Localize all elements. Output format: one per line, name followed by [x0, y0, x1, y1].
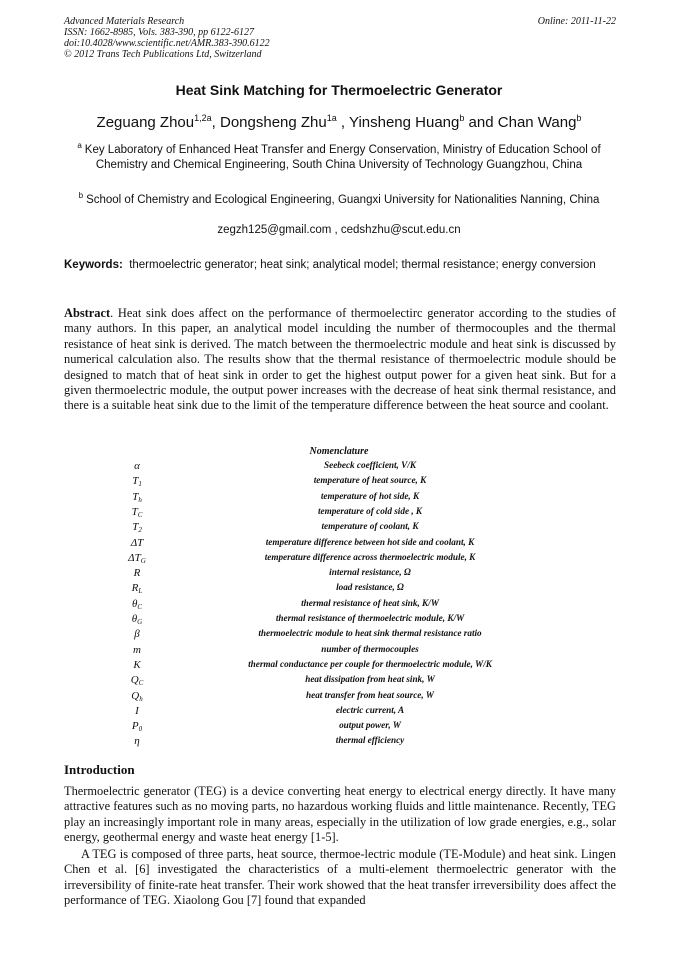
nomenclature-description: thermal resistance of heat sink, K/W [301, 597, 439, 608]
online-date: Online: 2011-11-22 [537, 16, 616, 27]
affiliation-a [70, 138, 608, 173]
symbol-text: T [132, 490, 139, 503]
nomenclature-description: temperature of coolant, K [321, 521, 419, 532]
author-and: and [464, 114, 498, 131]
symbol-text: Q [131, 689, 140, 702]
nomenclature-row [0, 491, 678, 505]
affiliation-text: Key Laboratory of Enhanced Heat Transfer and Energy Conservation, Ministry of Education School of Chemistry and Chemical Engineering, South China University of Technology Guangzhou, China [84, 144, 601, 171]
nomenclature-symbol [112, 705, 162, 718]
nomenclature-description: thermal resistance of thermoelectric module, K/W [275, 613, 465, 623]
symbol-text: I [135, 704, 139, 717]
journal-header [64, 16, 616, 60]
symbol-text: m [133, 643, 141, 656]
doi-line: doi:10.4028/www.scientific.net/AMR.383-390.6122 [64, 38, 270, 49]
author-name: Yinsheng Huang [349, 114, 460, 131]
author-sup: 1,2a [194, 113, 212, 123]
nomenclature-symbol [112, 644, 162, 657]
author-separator: , [336, 114, 349, 131]
intro-paragraph-1: Thermoelectric generator (TEG) is a device converting heat energy to electrical energy directly. It have many attractive features such as no moving parts, no hazardous working fluids and little maintenance. Recently, TEG play an increasingly important role in many areas, especially in the utilization of low grade energies, e.g., solar energy, geothermal energy and waste heat energy [1-5]. [64, 784, 616, 845]
nomenclature-description: temperature difference across thermoelectric module, K [264, 551, 476, 562]
nomenclature-description: temperature of heat source, K [313, 475, 427, 486]
symbol-subscript: h [138, 495, 142, 504]
author-sup: b [459, 113, 465, 123]
nomenclature-description: Seebeck coefficient, V/K [324, 460, 416, 470]
nomenclature-title: Nomenclature [309, 446, 369, 457]
nomenclature-row [0, 475, 678, 489]
abstract [64, 306, 616, 414]
nomenclature-row [0, 690, 678, 704]
affiliation-sup: a [77, 141, 82, 150]
nomenclature-symbol [112, 628, 162, 641]
keywords-label: Keywords: [64, 259, 123, 271]
nomenclature-row [0, 521, 678, 535]
symbol-text: Q [130, 674, 139, 687]
symbol-text: P [131, 720, 139, 733]
symbol-text: T [132, 475, 139, 488]
abstract-label: Abstract [64, 306, 111, 320]
nomenclature-description: thermal efficiency [335, 735, 405, 746]
nomenclature-description: thermal conductance per couple for thermoelectric module, W/K [248, 658, 492, 669]
author-sup: b [576, 113, 582, 123]
symbol-subscript: L [138, 587, 143, 596]
nomenclature-symbol [112, 598, 162, 611]
nomenclature-symbol [112, 659, 162, 672]
nomenclature-description: load resistance, Ω [336, 582, 404, 593]
nomenclature-description: temperature difference between hot side and coolant, K [265, 536, 475, 547]
nomenclature-row [0, 506, 678, 520]
copyright-line: © 2012 Trans Tech Publications Ltd, Switzerland [64, 49, 262, 60]
nomenclature-symbol [112, 613, 162, 626]
symbol-text: T [131, 505, 138, 518]
nomenclature-symbol [112, 582, 162, 595]
affiliation-text: School of Chemistry and Ecological Engineering, Guangxi University for Nationalities Nanning, China [86, 194, 600, 206]
nomenclature-symbol [112, 506, 162, 519]
nomenclature-symbol [112, 720, 162, 733]
symbol-text: ΔT [130, 536, 144, 549]
nomenclature-description: number of thermocouples [321, 643, 419, 654]
abstract-text: . Heat sink does affect on the performance of thermoelectirc generator according to the studies of many authors. In this paper, an analytical model inculding the number of thermocouples and the thermal resistance of heat sink is derived. The match between the thermoelectric module and heat sink is discussed by numerical calculation also. The results show that the thermal resistance of thermoelectric module should be designed to match that of heat sink in order to get the highest output power for a given heat sink. But for a given thermoelectric module, the output power increases with the decrease of heat sink thermal resistance, and there is a suitable heat sink due to the limit of the temperature difference between the heat source and coolant. [64, 306, 616, 413]
author-emails: zegzh125@gmail.com , cedshzhu@scut.edu.cn [217, 224, 461, 236]
nomenclature-row [0, 659, 678, 673]
nomenclature-symbol [112, 537, 162, 550]
nomenclature-symbol [112, 460, 162, 473]
nomenclature-symbol [112, 491, 162, 504]
author-name: Chan Wang [497, 114, 577, 131]
symbol-text: K [133, 658, 141, 671]
nomenclature-row [0, 552, 678, 566]
nomenclature-description: internal resistance, Ω [329, 567, 411, 578]
nomenclature-symbol [112, 552, 162, 565]
nomenclature-description: temperature of cold side , K [317, 505, 423, 516]
symbol-subscript: 1 [138, 480, 142, 489]
affiliation-sup: b [78, 191, 84, 200]
author-separator: , [211, 114, 220, 131]
symbol-text: R [133, 567, 141, 580]
nomenclature-symbol [112, 567, 162, 580]
nomenclature-row [0, 598, 678, 612]
symbol-text: η [134, 735, 140, 748]
symbol-text: R [131, 582, 139, 595]
symbol-subscript: G [140, 556, 146, 565]
section-heading-introduction: Introduction [64, 762, 135, 777]
nomenclature-row [0, 582, 678, 596]
nomenclature-symbol [112, 475, 162, 488]
nomenclature-symbol [112, 674, 162, 687]
nomenclature-description: thermoelectric module to heat sink thermal resistance ratio [258, 628, 482, 639]
symbol-text: ΔT [128, 551, 141, 564]
intro-paragraph-2: A TEG is composed of three parts, heat source, thermoe-lectric module (TE-Module) and heat sink. Lingen Chen et al. [6] investigated the characteristics of a multi-element thermoelectric generator with the irreversibility of finite-rate heat transfer. Their work showed that the heat transfer irreversibility does affect the performance of TEG. Xiaolong Gou [7] found that expanded [64, 847, 616, 908]
keywords-text: thermoelectric generator; heat sink; analytical model; thermal resistance; energy conversion [129, 259, 596, 271]
journal-name: Advanced Materials Research [64, 16, 185, 27]
nomenclature-description: output power, W [339, 720, 401, 731]
symbol-subscript: h [139, 694, 143, 703]
nomenclature-row [0, 613, 678, 627]
nomenclature-row [0, 537, 678, 551]
symbol-subscript: G [137, 618, 143, 626]
symbol-text: α [134, 460, 140, 472]
author-sup: 1a [326, 113, 337, 123]
nomenclature-row [0, 628, 678, 642]
nomenclature-description: heat transfer from heat source, W [306, 689, 434, 700]
nomenclature-row [0, 705, 678, 719]
nomenclature-symbol [112, 690, 162, 703]
affiliation-b [70, 188, 608, 208]
keywords [64, 258, 616, 273]
nomenclature-symbol [112, 521, 162, 534]
author-name: Zeguang Zhou [96, 114, 195, 131]
issn-line: ISSN: 1662-8985, Vols. 383-390, pp 6122-6127 [64, 27, 254, 38]
symbol-text: β [134, 628, 140, 641]
nomenclature-row [0, 644, 678, 658]
nomenclature-description: temperature of hot side, K [320, 490, 420, 501]
nomenclature-row [0, 674, 678, 688]
nomenclature-row [0, 567, 678, 581]
author-name: Dongsheng Zhu [220, 114, 327, 131]
symbol-text: θ [131, 597, 138, 610]
nomenclature-symbol [112, 735, 162, 748]
nomenclature-row [0, 460, 678, 474]
symbol-text: θ [131, 613, 138, 625]
paper-title: Heat Sink Matching for Thermoelectric Generator [175, 82, 503, 98]
nomenclature-description: heat dissipation from heat sink, W [305, 674, 435, 685]
symbol-subscript: C [137, 602, 143, 611]
symbol-subscript: C [137, 510, 143, 519]
symbol-text: T [132, 521, 139, 534]
nomenclature-row [0, 735, 678, 749]
nomenclature-description: electric current, A [335, 704, 405, 715]
symbol-subscript: 0 [138, 725, 143, 734]
symbol-subscript: 2 [138, 526, 142, 535]
nomenclature-row [0, 720, 678, 734]
author-list [0, 113, 678, 131]
symbol-subscript: C [138, 679, 144, 688]
